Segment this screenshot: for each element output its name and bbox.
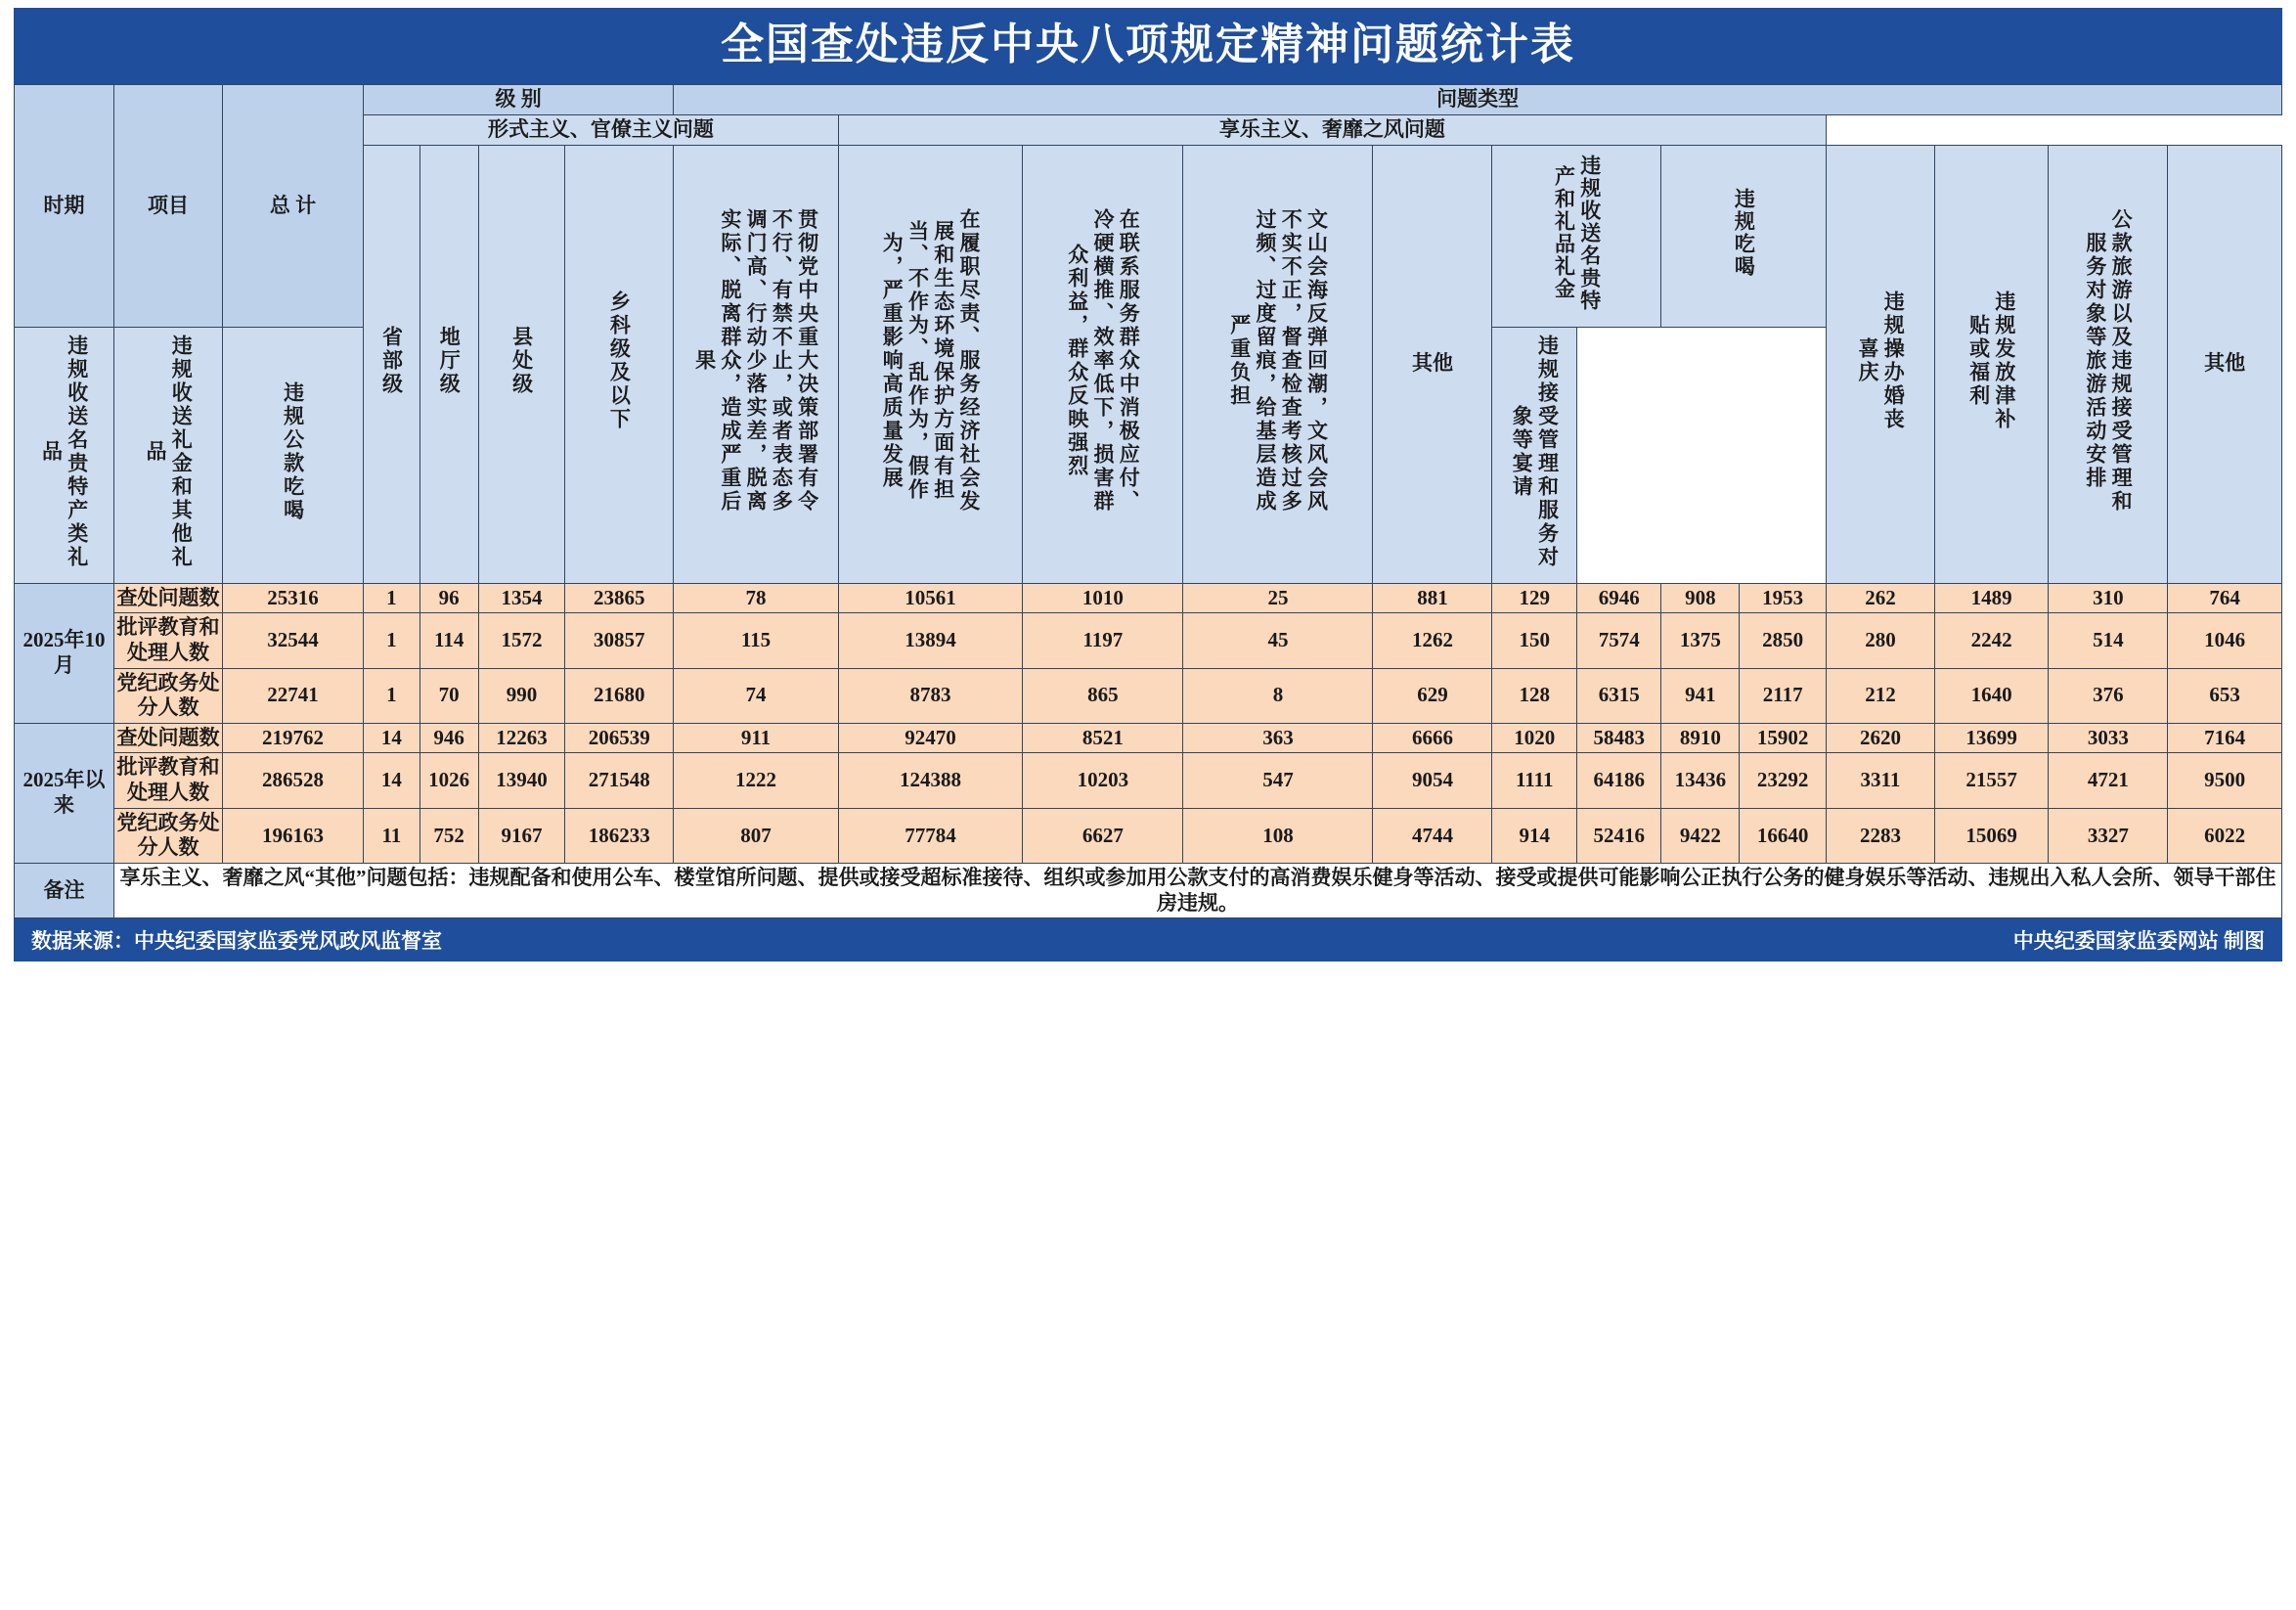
row-period: 2025年以来: [15, 723, 114, 863]
row-item-label: 查处问题数: [114, 583, 223, 613]
cell-formalism-1: 911: [674, 723, 839, 753]
header-formalism-col-other: 其他: [1373, 145, 1492, 583]
cell-formalism-other: 9054: [1373, 753, 1492, 808]
cell-gift-specialty: 150: [1492, 613, 1577, 668]
header-gift-specialty: 违规收送名贵特产类礼品: [15, 328, 114, 584]
cell-travel: 3327: [2049, 808, 2168, 863]
row-item-label: 查处问题数: [114, 723, 223, 753]
cell-formalism-3: 8521: [1023, 723, 1183, 753]
cell-hedonism-other: 7164: [2168, 723, 2282, 753]
page-title: 全国查处违反中央八项规定精神问题统计表: [14, 8, 2282, 84]
cell-allowance: 1640: [1934, 668, 2048, 723]
cell-hedonism-other: 764: [2168, 583, 2282, 613]
cell-dining-banquet: 16640: [1740, 808, 1827, 863]
cell-formalism-4: 108: [1183, 808, 1373, 863]
header-hedonism-travel: 公款旅游以及违规接受管理和服务对象等旅游活动安排: [2049, 145, 2168, 583]
cell-travel: 514: [2049, 613, 2168, 668]
row-item-label: 批评教育和处理人数: [114, 753, 223, 808]
cell-formalism-1: 807: [674, 808, 839, 863]
cell-formalism-2: 124388: [838, 753, 1023, 808]
cell-level-2: 1026: [419, 753, 478, 808]
cell-allowance: 15069: [1934, 808, 2048, 863]
cell-level-4: 23865: [565, 583, 674, 613]
cell-hedonism-other: 653: [2168, 668, 2282, 723]
cell-total: 196163: [222, 808, 363, 863]
cell-allowance: 13699: [1934, 723, 2048, 753]
cell-total: 219762: [222, 723, 363, 753]
cell-hedonism-other: 6022: [2168, 808, 2282, 863]
cell-dining-banquet: 2117: [1740, 668, 1827, 723]
cell-dining-public: 1375: [1661, 613, 1740, 668]
note-text: 享乐主义、奢靡之风“其他”问题包括：违规配备和使用公车、楼堂馆所问题、提供或接受超标准接待、组织或参加用公款支付的高消费娱乐健身等活动、接受或提供可能影响公正执行公务的健身娱乐等活动、违规出入私人会所、领导干部住房违规。: [114, 863, 2282, 917]
cell-level-4: 21680: [565, 668, 674, 723]
cell-level-2: 946: [419, 723, 478, 753]
table-row: [15, 668, 2282, 723]
cell-formalism-4: 8: [1183, 668, 1373, 723]
table-row: [15, 723, 2282, 753]
cell-gift-money: 6315: [1576, 668, 1661, 723]
header-dining-banquet: 违规接受管理和服务对象等宴请: [1492, 328, 1577, 584]
cell-hedonism-other: 9500: [2168, 753, 2282, 808]
cell-dining-public: 8910: [1661, 723, 1740, 753]
header-formalism-col-3: 在联系服务群众中消极应付、冷硬横推、效率低下，损害群众利益，群众反映强烈: [1023, 145, 1183, 583]
header-item: 项目: [114, 85, 223, 328]
cell-formalism-4: 363: [1183, 723, 1373, 753]
cell-dining-public: 9422: [1661, 808, 1740, 863]
cell-dining-public: 908: [1661, 583, 1740, 613]
cell-gift-specialty: 129: [1492, 583, 1577, 613]
cell-formalism-other: 4744: [1373, 808, 1492, 863]
header-dining-public-funds: 违规公款吃喝: [222, 328, 363, 584]
header-level-xian-chu: 县处级: [478, 145, 565, 583]
header-period: 时期: [15, 85, 114, 328]
cell-dining-banquet: 23292: [1740, 753, 1827, 808]
cell-travel: 376: [2049, 668, 2168, 723]
table-row: [15, 583, 2282, 613]
header-formalism-col-4: 文山会海反弹回潮，文风会风不实不正，督查检查考核过多过频、过度留痕，给基层造成严重负担: [1183, 145, 1373, 583]
cell-level-2: 96: [419, 583, 478, 613]
cell-allowance: 1489: [1934, 583, 2048, 613]
cell-formalism-2: 92470: [838, 723, 1023, 753]
cell-level-3: 1572: [478, 613, 565, 668]
cell-formalism-3: 10203: [1023, 753, 1183, 808]
header-hedonism-dining-group: 违规吃喝: [1661, 145, 1827, 328]
cell-level-2: 752: [419, 808, 478, 863]
footer-source: 数据来源：中央纪委国家监委党风政风监督室: [31, 929, 442, 954]
cell-level-4: 271548: [565, 753, 674, 808]
cell-formalism-other: 6666: [1373, 723, 1492, 753]
cell-formalism-1: 1222: [674, 753, 839, 808]
cell-formalism-1: 115: [674, 613, 839, 668]
cell-travel: 3033: [2049, 723, 2168, 753]
header-formalism-col-2: 在履职尽责、服务经济社会发展和生态环境保护方面有担当、不作为、乱作为，假作为，严重影响高质量发展: [838, 145, 1023, 583]
cell-dining-banquet: 2850: [1740, 613, 1827, 668]
cell-level-3: 12263: [478, 723, 565, 753]
header-formalism-group: 形式主义、官僚主义问题: [364, 115, 839, 146]
cell-wedding: 212: [1827, 668, 1935, 723]
table-row: [15, 753, 2282, 808]
header-problem-type: 问题类型: [674, 85, 2282, 115]
cell-allowance: 21557: [1934, 753, 2048, 808]
cell-gift-specialty: 1111: [1492, 753, 1577, 808]
cell-formalism-2: 77784: [838, 808, 1023, 863]
cell-level-4: 186233: [565, 808, 674, 863]
cell-formalism-2: 10561: [838, 583, 1023, 613]
cell-total: 25316: [222, 583, 363, 613]
cell-gift-money: 6946: [1576, 583, 1661, 613]
note-row: [15, 863, 2282, 917]
header-level-group: 级 别: [364, 85, 674, 115]
header-gift-money: 违规收送礼金和其他礼品: [114, 328, 223, 584]
cell-level-3: 13940: [478, 753, 565, 808]
row-item-label: 批评教育和处理人数: [114, 613, 223, 668]
cell-dining-banquet: 1953: [1740, 583, 1827, 613]
row-item-label: 党纪政务处分人数: [114, 668, 223, 723]
cell-gift-money: 7574: [1576, 613, 1661, 668]
cell-dining-banquet: 15902: [1740, 723, 1827, 753]
cell-wedding: 2620: [1827, 723, 1935, 753]
header-total: 总 计: [222, 85, 363, 328]
header-formalism-col-1: 贯彻党中央重大决策部署有令不行、有禁不止，或者表态多调门高、行动少落实差，脱离实际、脱离群众，造成严重后果: [674, 145, 839, 583]
header-hedonism-group: 享乐主义、奢靡之风问题: [838, 115, 1826, 146]
cell-gift-specialty: 914: [1492, 808, 1577, 863]
cell-formalism-other: 1262: [1373, 613, 1492, 668]
cell-formalism-3: 1010: [1023, 583, 1183, 613]
cell-formalism-1: 74: [674, 668, 839, 723]
cell-gift-specialty: 1020: [1492, 723, 1577, 753]
header-level-xiang-ke: 乡科级及以下: [565, 145, 674, 583]
header-hedonism-gift-group: 违规收送名贵特产和礼品礼金: [1492, 145, 1661, 328]
cell-total: 22741: [222, 668, 363, 723]
statistics-table: [14, 84, 2282, 918]
cell-travel: 310: [2049, 583, 2168, 613]
header-hedonism-wedding: 违规操办婚丧喜庆: [1827, 145, 1935, 583]
cell-level-2: 70: [419, 668, 478, 723]
cell-formalism-3: 6627: [1023, 808, 1183, 863]
row-item-label: 党纪政务处分人数: [114, 808, 223, 863]
header-level-sheng-bu: 省部级: [364, 145, 420, 583]
cell-gift-money: 64186: [1576, 753, 1661, 808]
cell-level-1: 14: [364, 753, 420, 808]
cell-gift-money: 58483: [1576, 723, 1661, 753]
cell-wedding: 3311: [1827, 753, 1935, 808]
cell-formalism-other: 881: [1373, 583, 1492, 613]
table-row: [15, 613, 2282, 668]
cell-level-1: 1: [364, 613, 420, 668]
cell-formalism-3: 865: [1023, 668, 1183, 723]
table-row: [15, 808, 2282, 863]
cell-level-1: 1: [364, 668, 420, 723]
footer-credit: 中央纪委国家监委网站 制图: [2012, 929, 2265, 954]
cell-hedonism-other: 1046: [2168, 613, 2282, 668]
cell-gift-specialty: 128: [1492, 668, 1577, 723]
cell-formalism-4: 547: [1183, 753, 1373, 808]
cell-total: 32544: [222, 613, 363, 668]
header-hedonism-allowance: 违规发放津补贴或福利: [1934, 145, 2048, 583]
footer: [14, 918, 2282, 962]
cell-gift-money: 52416: [1576, 808, 1661, 863]
cell-formalism-3: 1197: [1023, 613, 1183, 668]
cell-allowance: 2242: [1934, 613, 2048, 668]
cell-level-4: 30857: [565, 613, 674, 668]
cell-wedding: 280: [1827, 613, 1935, 668]
header-level-di-ting: 地厅级: [419, 145, 478, 583]
cell-wedding: 2283: [1827, 808, 1935, 863]
cell-wedding: 262: [1827, 583, 1935, 613]
cell-level-4: 206539: [565, 723, 674, 753]
cell-total: 286528: [222, 753, 363, 808]
cell-travel: 4721: [2049, 753, 2168, 808]
cell-level-1: 14: [364, 723, 420, 753]
cell-level-1: 11: [364, 808, 420, 863]
cell-formalism-1: 78: [674, 583, 839, 613]
header-hedonism-other: 其他: [2168, 145, 2282, 583]
cell-level-1: 1: [364, 583, 420, 613]
cell-formalism-other: 629: [1373, 668, 1492, 723]
cell-dining-public: 941: [1661, 668, 1740, 723]
cell-formalism-2: 8783: [838, 668, 1023, 723]
cell-level-3: 9167: [478, 808, 565, 863]
cell-formalism-4: 45: [1183, 613, 1373, 668]
cell-dining-public: 13436: [1661, 753, 1740, 808]
cell-formalism-4: 25: [1183, 583, 1373, 613]
row-period: 2025年10月: [15, 583, 114, 723]
cell-level-2: 114: [419, 613, 478, 668]
note-label: 备注: [15, 863, 114, 917]
cell-level-3: 990: [478, 668, 565, 723]
cell-formalism-2: 13894: [838, 613, 1023, 668]
header-row-1: [15, 85, 2282, 115]
cell-level-3: 1354: [478, 583, 565, 613]
